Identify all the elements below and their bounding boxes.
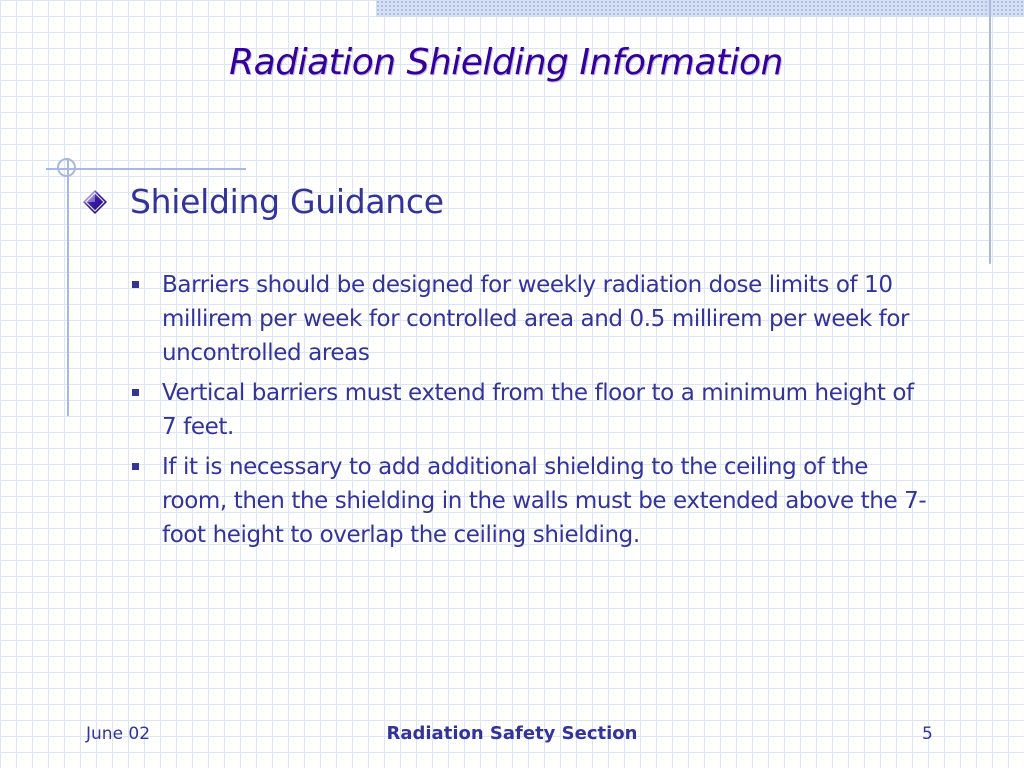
diamond-bullet-icon bbox=[82, 189, 108, 215]
decorative-horizontal-rule bbox=[46, 168, 246, 170]
square-bullet-icon bbox=[132, 389, 139, 396]
decorative-left-rule bbox=[67, 158, 69, 416]
decorative-top-band bbox=[376, 0, 1024, 17]
bullet-text: Vertical barriers must extend from the floor to a minimum height of 7 feet. bbox=[162, 380, 914, 440]
decorative-right-rule bbox=[989, 0, 991, 264]
list-item bbox=[130, 450, 930, 552]
square-bullet-icon bbox=[132, 281, 139, 288]
bullet-text: If it is necessary to add additional shielding to the ceiling of the room, then the shielding in the walls must be extended above the 7-foot height to overlap the ceiling shielding. bbox=[162, 454, 927, 548]
heading-row bbox=[82, 178, 444, 226]
square-bullet-icon bbox=[132, 463, 139, 470]
slide-title: Radiation Shielding Information bbox=[229, 42, 783, 83]
list-item bbox=[130, 376, 930, 444]
footer-section: Radiation Safety Section bbox=[386, 723, 638, 744]
footer-page-number: 5 bbox=[922, 724, 933, 744]
list-item bbox=[130, 268, 930, 370]
bullet-text: Barriers should be designed for weekly radiation dose limits of 10 millirem per week for controlled area and 0.5 millirem per week for uncontrolled areas bbox=[162, 272, 910, 366]
decorative-ring-icon bbox=[57, 158, 76, 177]
bullet-list bbox=[130, 268, 930, 558]
section-heading: Shielding Guidance bbox=[130, 182, 444, 221]
footer-date: June 02 bbox=[86, 724, 151, 744]
